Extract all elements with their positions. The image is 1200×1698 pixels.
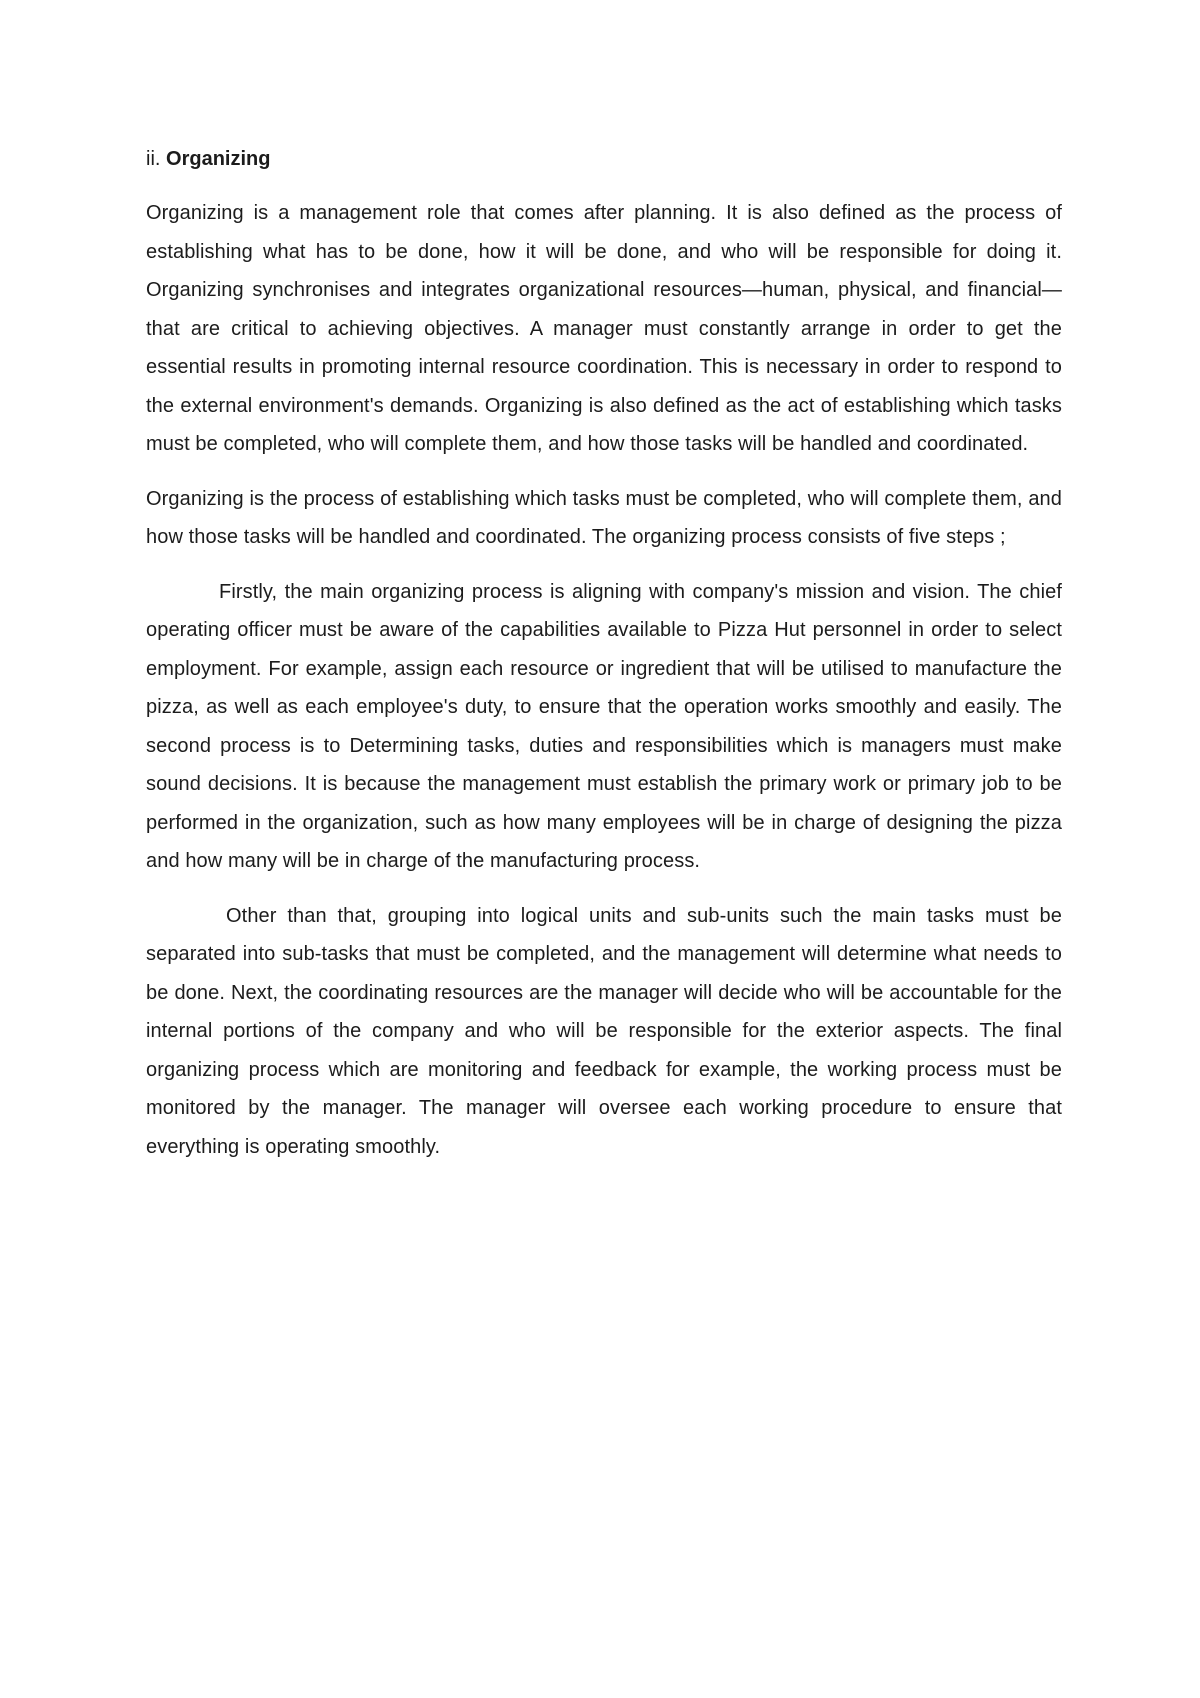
document-body: [146, 140, 1062, 1182]
section-heading: [146, 140, 1062, 178]
paragraph-steps-three-five: Other than that, grouping into logical units and sub-units such the main tasks must be separated into sub-tasks that must be completed, and the management will determine what needs to be done. Next, the coordinating resources are the manager will decide who will be accountable for the internal portions of the company and who will be responsible for the exterior aspects. The final organizing process which are monitoring and feedback for example, the working process must be monitored by the manager. The manager will oversee each working procedure to ensure that everything is operating smoothly.: [146, 904, 1062, 1158]
paragraph-process-overview: Organizing is the process of establishing which tasks must be completed, who will complete them, and how those tasks will be handled and coordinated. The organizing process consists of five steps ;: [146, 487, 1062, 548]
paragraph-definition: Organizing is a management role that comes after planning. It is also defined as the process of establishing what has to be done, how it will be done, and who will be responsible for doing it. Organizing synchronises and integrates organizational resources—human, physical, and financial—that are critical to achieving objectives. A manager must constantly arrange in order to get the essential results in promoting internal resource coordination. This is necessary in order to respond to the external environment's demands. Organizing is also defined as the act of establishing which tasks must be completed, who will complete them, and how those tasks will be handled and coordinated.: [146, 202, 1062, 455]
section-number: ii.: [146, 148, 161, 170]
section-title: Organizing: [166, 148, 271, 170]
paragraph-steps-one-two: Firstly, the main organizing process is aligning with company's mission and vision. The chief operating officer must be aware of the capabilities available to Pizza Hut personnel in order to select employment. For example, assign each resource or ingredient that will be utilised to manufacture the pizza, as well as each employee's duty, to ensure that the operation works smoothly and easily. The second process is to Determining tasks, duties and responsibilities which is managers must make sound decisions. It is because the management must establish the primary work or primary job to be performed in the organization, such as how many employees will be in charge of designing the pizza and how many will be in charge of the manufacturing process.: [146, 580, 1062, 872]
